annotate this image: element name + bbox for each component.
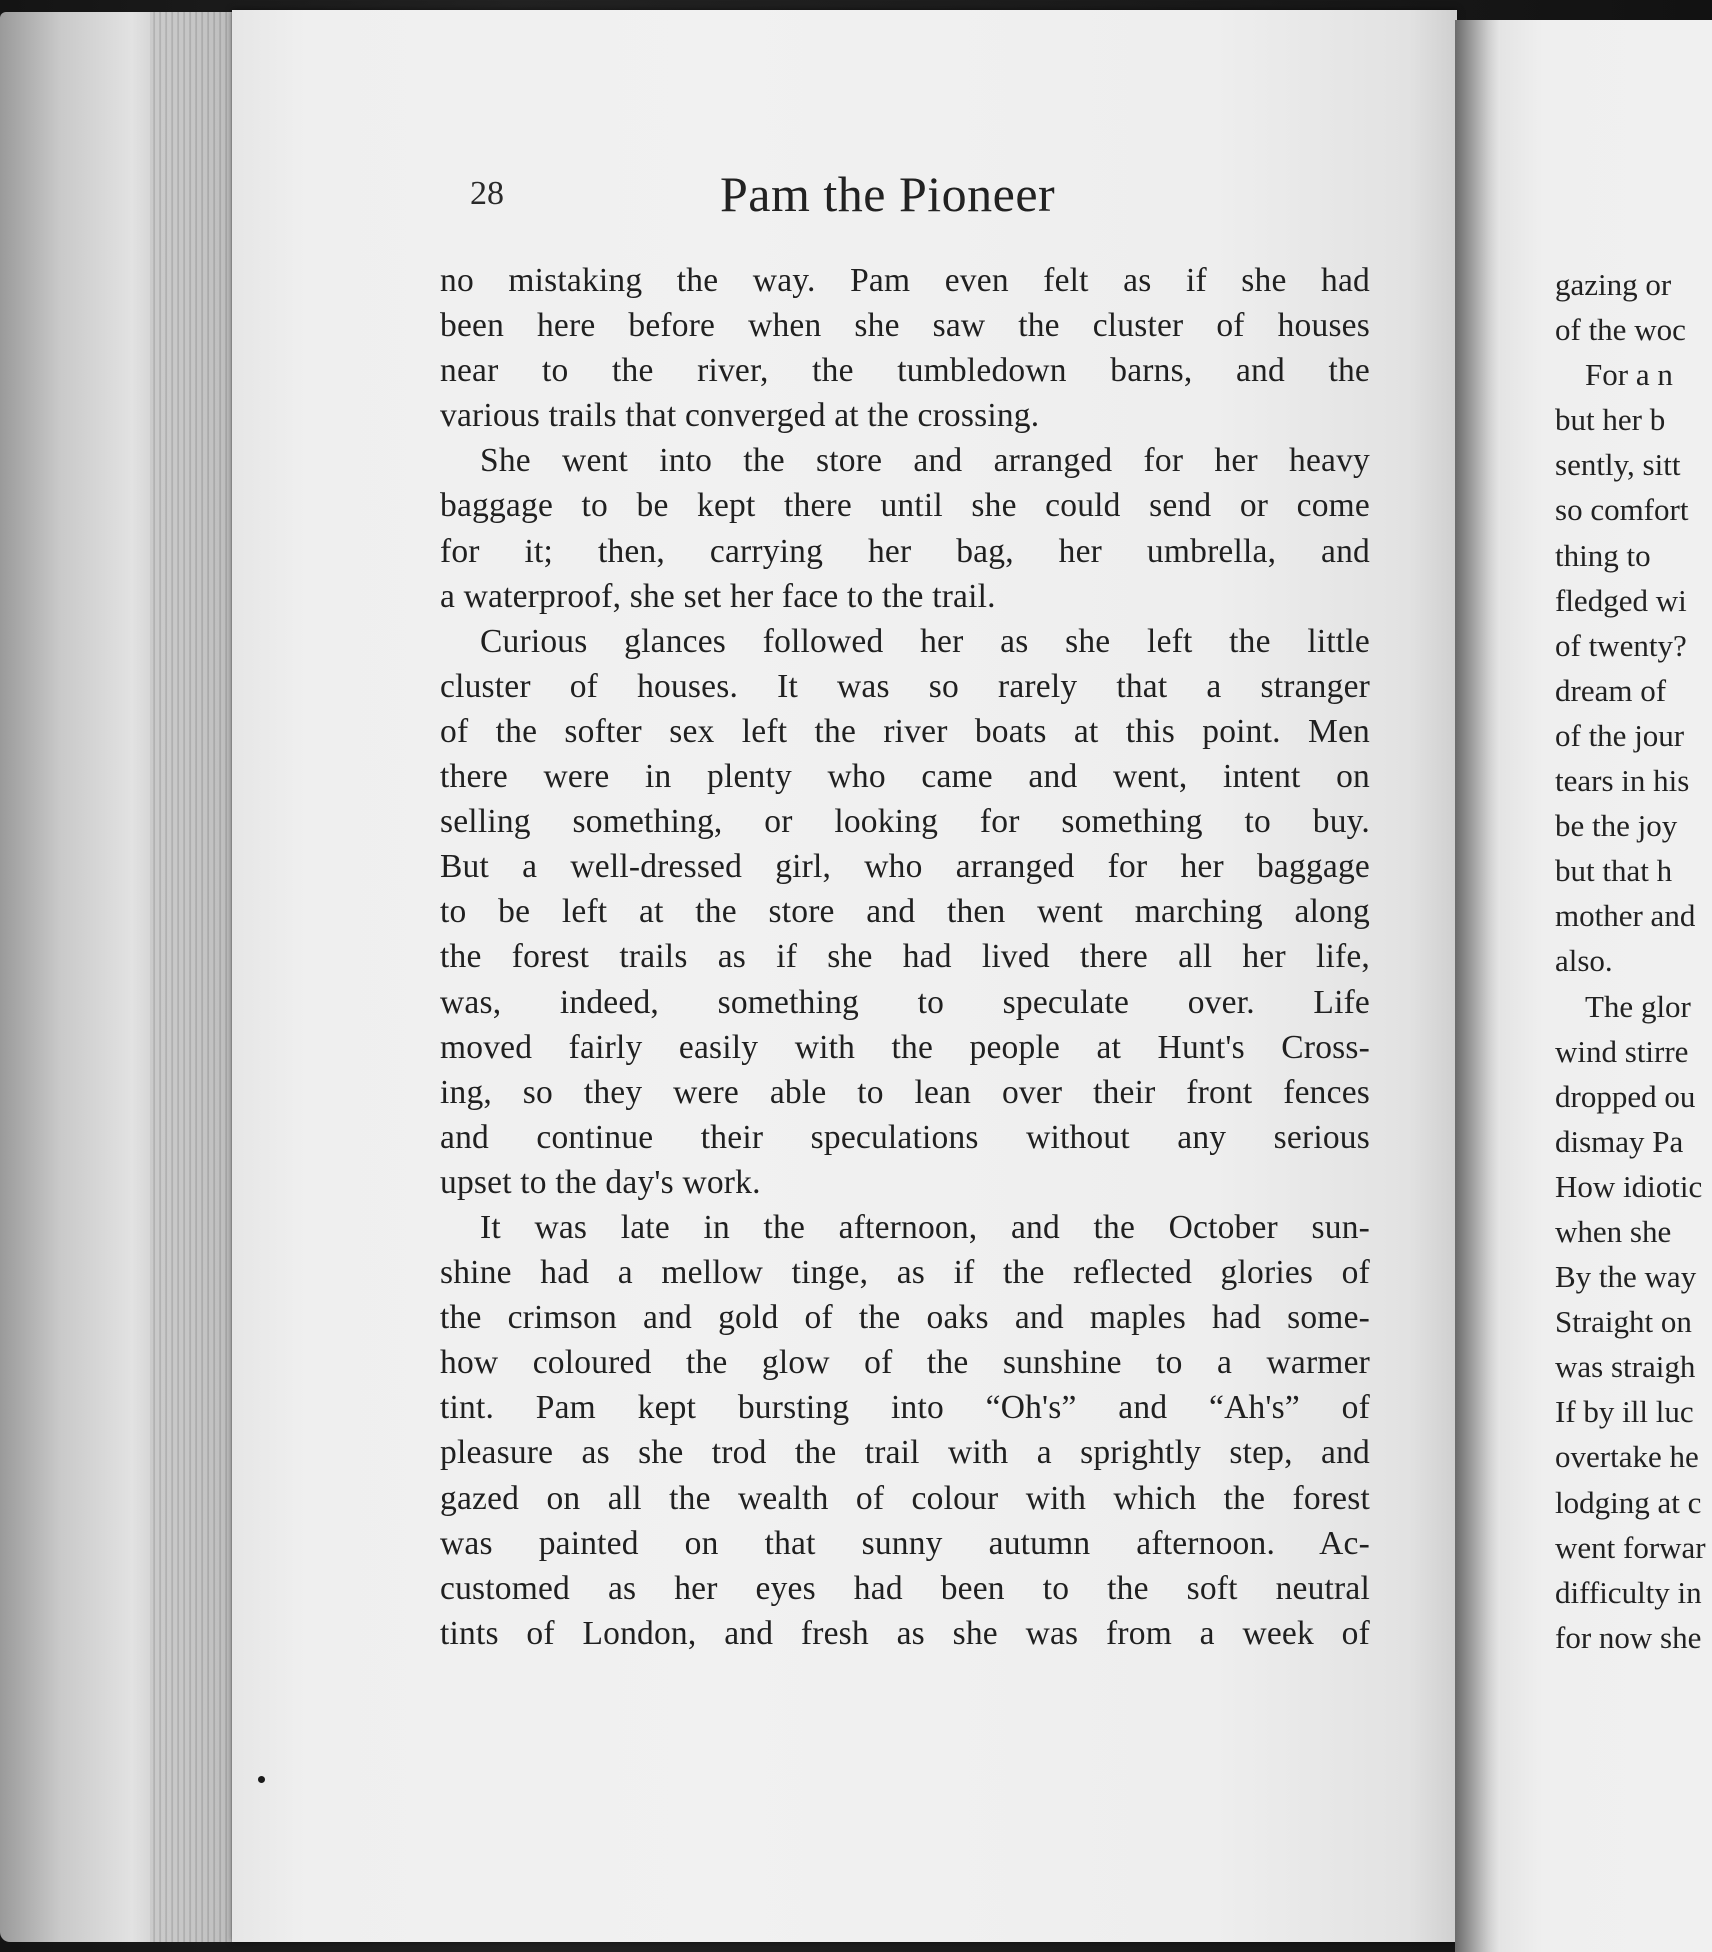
text-line: The glor [1585, 988, 1691, 1024]
text-line: be the joy [1555, 808, 1678, 844]
text-line: ing, so they were able to lean over their front fences [440, 1073, 1370, 1111]
text-line: so comfort [1555, 492, 1689, 528]
text-line: thing to [1555, 537, 1651, 573]
text-line: Straight on [1555, 1304, 1692, 1340]
text-line: dismay Pa [1555, 1123, 1684, 1159]
text-line: was straigh [1555, 1349, 1696, 1385]
text-line: If by ill luc [1555, 1394, 1694, 1430]
page-speck [258, 1776, 265, 1783]
running-title: Pam the Pioneer [720, 166, 1056, 222]
text-line: customed as her eyes had been to the soft neutral [440, 1569, 1370, 1607]
text-line: various trails that converged at the crossing. [440, 397, 1040, 435]
text-line: baggage to be kept there until she could send or come [440, 487, 1370, 525]
text-line: a waterproof, she set her face to the trail. [440, 577, 996, 615]
text-line: Curious glances followed her as she left the little [480, 622, 1370, 660]
text-line: how coloured the glow of the sunshine to a warmer [440, 1344, 1370, 1382]
text-line: dream of [1555, 672, 1667, 708]
text-line: there were in plenty who came and went, intent on [440, 758, 1370, 796]
running-head [470, 165, 1190, 235]
text-line: to be left at the store and then went marching along [440, 893, 1370, 931]
text-line: for it; then, carrying her bag, her umbrella, and [440, 532, 1370, 570]
text-line: For a n [1585, 357, 1673, 393]
text-line: fledged wi [1555, 582, 1687, 618]
text-line: near to the river, the tumbledown barns, and the [440, 352, 1370, 390]
text-line: difficulty in [1555, 1574, 1702, 1610]
text-line: was painted on that sunny autumn afternoon. Ac- [440, 1524, 1370, 1562]
text-line: when she [1555, 1213, 1672, 1249]
text-line: for now she [1555, 1619, 1702, 1655]
text-line: of the woc [1555, 312, 1686, 348]
text-line: of the jour [1555, 717, 1685, 753]
text-line: dropped ou [1555, 1078, 1696, 1114]
text-line: tint. Pam kept bursting into “Oh's” and “Ah's” of [440, 1389, 1370, 1427]
text-line: no mistaking the way. Pam even felt as if she had [440, 262, 1370, 299]
text-line: It was late in the afternoon, and the October sun- [480, 1208, 1370, 1246]
text-line: pleasure as she trod the trail with a sprightly step, and [440, 1434, 1370, 1472]
text-line: lodging at c [1555, 1484, 1702, 1520]
text-line: wind stirre [1555, 1033, 1689, 1069]
text-line: of twenty? [1555, 627, 1687, 663]
text-line: overtake he [1555, 1439, 1699, 1475]
text-line: tears in his [1555, 763, 1690, 799]
text-line: the forest trails as if she had lived there all her life, [440, 938, 1370, 976]
text-line: also. [1555, 943, 1613, 979]
text-line: By the way [1555, 1259, 1697, 1295]
right-page-body [1555, 262, 1712, 1660]
text-line: but that h [1555, 853, 1673, 889]
text-line: gazing or [1555, 267, 1672, 302]
text-line: mother and [1555, 898, 1696, 934]
book-gutter [1455, 20, 1500, 1952]
text-line: of the softer sex left the river boats at this point. Men [440, 712, 1370, 750]
text-line: been here before when she saw the cluster of houses [440, 307, 1370, 345]
text-line: But a well-dressed girl, who arranged for her baggage [440, 848, 1370, 886]
page-number: 28 [470, 175, 504, 212]
text-line: shine had a mellow tinge, as if the reflected glories of [440, 1254, 1370, 1292]
text-line: moved fairly easily with the people at Hunt's Cross- [440, 1028, 1370, 1066]
text-line: sently, sitt [1555, 447, 1681, 483]
text-line: went forwar [1555, 1529, 1706, 1565]
text-line: upset to the day's work. [440, 1163, 761, 1201]
text-line: She went into the store and arranged for her heavy [480, 442, 1370, 480]
text-line: and continue their speculations without any serious [440, 1118, 1370, 1156]
page-stack-lines [150, 12, 240, 1942]
text-line: cluster of houses. It was so rarely that a stranger [440, 667, 1370, 705]
left-page-body [440, 258, 1370, 1656]
text-line: was, indeed, something to speculate over. Life [440, 983, 1370, 1021]
text-line: gazed on all the wealth of colour with which the forest [440, 1479, 1370, 1517]
text-line: How idiotic [1555, 1168, 1703, 1204]
text-line: selling something, or looking for something to buy. [440, 803, 1370, 841]
text-line: but her b [1555, 402, 1666, 438]
text-line: the crimson and gold of the oaks and maples had some- [440, 1299, 1370, 1337]
text-line: tints of London, and fresh as she was from a week of [440, 1614, 1370, 1652]
